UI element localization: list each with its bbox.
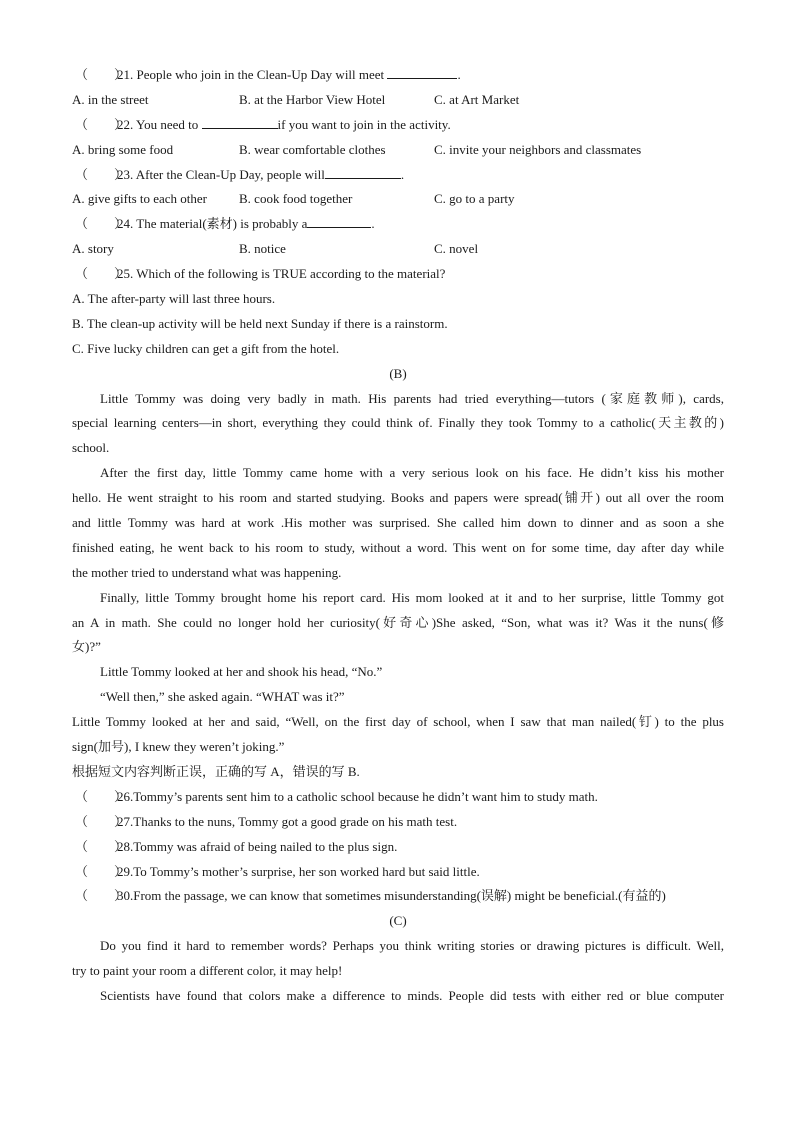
question-stem: 30.From the passage, we can know that sometimes misunderstanding(误解) might be beneficial.(有益的) — [117, 888, 666, 904]
passage-line: try to paint your room a different color, it may help! — [72, 963, 343, 979]
question-stem: 26.Tommy’s parents sent him to a catholic school because he didn’t want him to study math. — [117, 788, 598, 804]
passage-line: Finally, little Tommy brought home his report card. His mom looked at it and to her surprise, little Tommy got — [100, 589, 724, 605]
question-29 — [72, 860, 724, 885]
option-c: C. at Art Market — [434, 91, 520, 107]
question-stem: 21. People who join in the Clean-Up Day will meet — [117, 67, 388, 82]
question-stem: 29.To Tommy’s mother’s surprise, her son worked hard but said little. — [117, 863, 480, 879]
question-26 — [72, 785, 724, 810]
passage-c — [72, 934, 724, 1009]
option-c: C. novel — [434, 241, 479, 257]
true-false-instruction: 根据短文内容判断正误，正确的写 A，错误的写 B. — [72, 763, 360, 779]
section-c-heading: (C) — [389, 913, 407, 929]
question-stem-end: if you want to join in the activity. — [277, 116, 451, 132]
question-24 — [72, 212, 724, 262]
option-b: B. notice — [239, 241, 286, 257]
answer-paren[interactable]: （ ） — [75, 813, 128, 829]
answer-paren[interactable]: （ ） — [75, 166, 128, 182]
question-stem: 22. You need to — [117, 116, 202, 132]
option-c: C. go to a party — [434, 191, 515, 207]
question-28 — [72, 835, 724, 860]
passage-line: Do you find it hard to remember words? Perhaps you think writing stories or drawing pictures is difficult. Well, — [100, 938, 724, 954]
passage-line: After the first day, little Tommy came home with a very serious look on his face. He didn’t kiss his mother — [100, 465, 724, 481]
passage-line: finished eating, he went back to his room to study, without a word. This went on for some time, day after day while — [72, 539, 724, 555]
question-23 — [72, 163, 724, 213]
section-b-heading: (B) — [389, 365, 407, 381]
question-25 — [72, 262, 724, 362]
answer-blank — [387, 66, 457, 79]
option-a: A. give gifts to each other — [72, 191, 208, 207]
option-c: C. invite your neighbors and classmates — [434, 141, 642, 157]
passage-line: an A in math. She could no longer hold her curiosity(好奇心)She asked, “Son, what was it? Was it the nuns(修 — [72, 614, 724, 630]
passage-line: the mother tried to understand what was happening. — [72, 564, 342, 580]
question-stem: 28.Tommy was afraid of being nailed to the plus sign. — [117, 838, 398, 854]
question-stem-end: . — [371, 216, 375, 232]
passage-line: sign(加号), I knew they weren’t joking.” — [72, 739, 285, 755]
answer-paren[interactable]: （ ） — [75, 863, 128, 879]
question-21 — [72, 63, 724, 113]
answer-paren[interactable]: （ ） — [75, 838, 128, 854]
question-22 — [72, 113, 724, 163]
option-b: B. The clean-up activity will be held next Sunday if there is a rainstorm. — [72, 315, 448, 331]
question-27 — [72, 810, 724, 835]
passage-line: Little Tommy was doing very badly in math. His parents had tried everything—tutors (家庭教师), cards, — [100, 390, 724, 406]
question-stem-end: . — [400, 166, 405, 182]
answer-blank — [307, 215, 371, 228]
passage-line: and little Tommy was hard at work .His mother was surprised. She called him down to dinner and as soon a she — [72, 515, 724, 531]
option-a: A. The after-party will last three hours. — [72, 291, 276, 307]
answer-blank — [325, 166, 401, 179]
answer-paren[interactable]: （ ） — [75, 116, 128, 132]
option-a: A. bring some food — [72, 141, 174, 157]
answer-paren[interactable]: （ ） — [75, 788, 128, 804]
true-false-questions — [72, 785, 724, 909]
option-b: B. wear comfortable clothes — [239, 141, 386, 157]
answer-paren[interactable]: （ ） — [75, 266, 128, 282]
passage-line: Little Tommy looked at her and shook his head, “No.” — [100, 664, 383, 680]
question-stem: 23. After the Clean-Up Day, people will — [117, 166, 325, 182]
passage-line: school. — [72, 440, 110, 456]
answer-blank — [202, 116, 278, 129]
passage-line: special learning centers—in short, everything they could think of. Finally they took Tommy to a catholic(天主教的) — [72, 415, 724, 431]
option-b: B. cook food together — [239, 191, 353, 207]
question-stem: 24. The material(素材) is probably a — [117, 216, 308, 232]
passage-line: “Well then,” she asked again. “WHAT was it?” — [100, 689, 345, 705]
question-stem-end: . — [457, 67, 461, 82]
passage-line: Scientists have found that colors make a difference to minds. People did tests with either red or blue computer — [100, 987, 724, 1003]
option-a: A. in the street — [72, 91, 149, 107]
question-stem: 25. Which of the following is TRUE according to the material? — [117, 266, 446, 282]
passage-line: Little Tommy looked at her and said, “Well, on the first day of school, when I saw that man nailed(钉) to the plus — [72, 714, 724, 730]
option-c: C. Five lucky children can get a gift from the hotel. — [72, 340, 340, 356]
answer-paren[interactable]: （ ） — [75, 888, 128, 904]
option-b: B. at the Harbor View Hotel — [239, 91, 386, 107]
answer-paren[interactable]: （ ） — [75, 67, 128, 82]
option-a: A. story — [72, 241, 114, 257]
passage-line: 女)?” — [72, 639, 101, 655]
answer-paren[interactable]: （ ） — [75, 216, 128, 232]
passage-line: hello. He went straight to his room and started studying. Books and papers were spread(铺开) out all over the room — [72, 490, 724, 506]
passage-b — [72, 387, 724, 760]
question-stem: 27.Thanks to the nuns, Tommy got a good grade on his math test. — [117, 813, 458, 829]
exam-page — [72, 63, 724, 1009]
question-30 — [72, 884, 724, 909]
